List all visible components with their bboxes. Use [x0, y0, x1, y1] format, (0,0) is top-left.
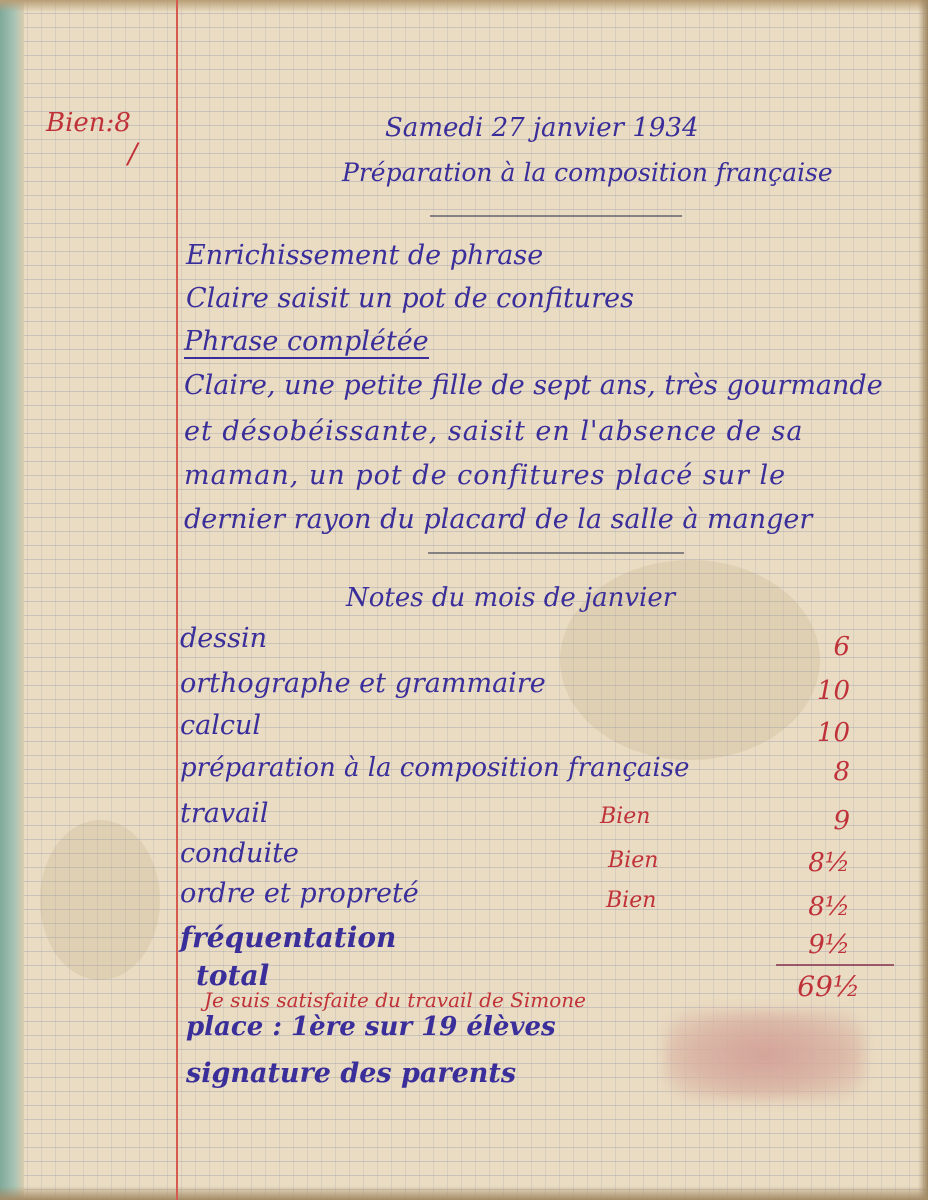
teacher-note: Je suis satisfaite du travail de Simone: [204, 988, 586, 1012]
grade-subject: préparation à la composition française: [180, 753, 690, 783]
grade-score: 10: [816, 718, 850, 748]
grade-score: 9½: [808, 930, 850, 960]
completed-line-2: et désobéissante, saisit en l'absence de sa: [184, 416, 804, 447]
margin-grade-score: :8: [105, 108, 131, 138]
title-underline: [430, 215, 682, 217]
notebook-cover-edge: [0, 0, 24, 1200]
grade-subject: orthographe et grammaire: [180, 668, 546, 699]
redacted-signature: [665, 1010, 865, 1100]
class-place: place : 1ère sur 19 élèves: [186, 1012, 556, 1042]
total-score: 69½: [797, 970, 860, 1003]
grade-score: 8½: [808, 848, 850, 878]
completed-line-1: Claire, une petite fille de sept ans, très gourmande: [184, 370, 883, 401]
total-rule: [776, 964, 894, 966]
grade-comment: Bien: [608, 848, 659, 873]
grade-score: 10: [816, 676, 850, 706]
page-title: Préparation à la composition française: [342, 158, 833, 187]
section-divider: [428, 552, 684, 554]
grade-subject: ordre et propreté: [180, 878, 419, 909]
page-shadow-bottom: [0, 1186, 928, 1200]
margin-grade-stroke: /: [128, 137, 138, 170]
enrichment-heading: Enrichissement de phrase: [186, 240, 544, 271]
grade-subject: dessin: [180, 623, 267, 654]
grade-comment: Bien: [600, 804, 651, 829]
grade-comment: Bien: [606, 888, 657, 913]
paper-stain: [40, 820, 160, 980]
page-shadow-top: [0, 0, 928, 12]
grade-subject: conduite: [180, 838, 299, 869]
completed-line-3: maman, un pot de confitures placé sur le: [184, 460, 787, 491]
grade-score: 6: [833, 632, 850, 662]
margin-grade: [46, 110, 131, 136]
completed-heading: Phrase complétée: [184, 326, 429, 357]
red-margin-line: [176, 0, 178, 1200]
grade-subject: fréquentation: [180, 921, 397, 954]
total-label: total: [196, 959, 270, 992]
grade-score: 8: [833, 757, 850, 787]
grade-subject: calcul: [180, 710, 261, 741]
signature-label: signature des parents: [186, 1058, 517, 1089]
margin-grade-label: Bien: [46, 108, 106, 138]
base-sentence: Claire saisit un pot de confitures: [186, 283, 634, 314]
grades-heading: Notes du mois de janvier: [346, 583, 676, 613]
page-shadow-right: [918, 0, 928, 1200]
grade-score: 9: [833, 806, 850, 836]
page-date: Samedi 27 janvier 1934: [385, 113, 699, 143]
completed-line-4: dernier rayon du placard de la salle à manger: [184, 504, 813, 535]
grade-subject: travail: [180, 798, 269, 829]
grade-score: 8½: [808, 892, 850, 922]
